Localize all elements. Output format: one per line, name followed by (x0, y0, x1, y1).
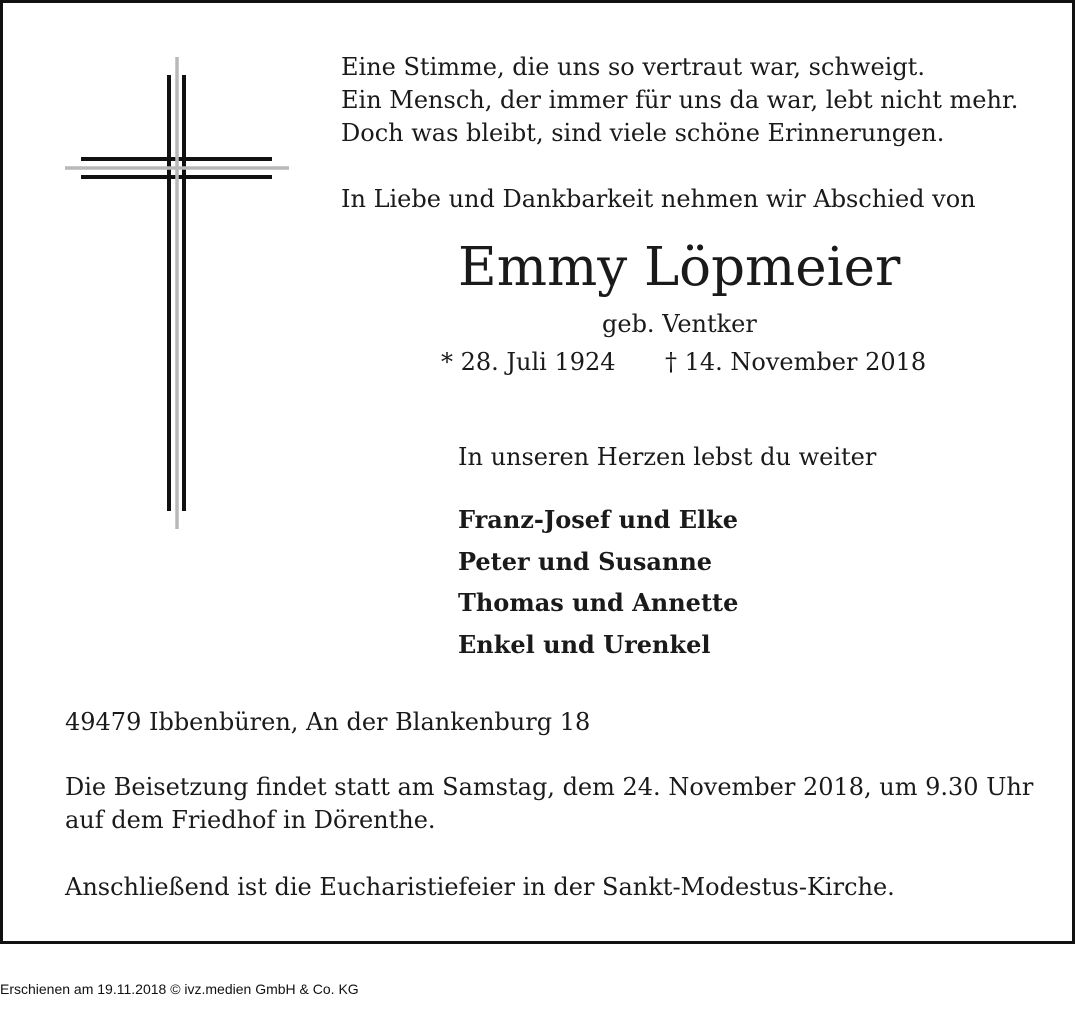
death-date: † 14. November 2018 (665, 348, 927, 376)
mass-information: Anschließend ist die Eucharistiefeier in der Sankt-Modestus-Kirche. (65, 873, 895, 901)
mourner-name: Enkel und Urenkel (458, 629, 711, 659)
funeral-line: auf dem Friedhof in Dörenthe. (65, 806, 436, 834)
mourner-name: Franz-Josef und Elke (458, 505, 739, 534)
birth-date: * 28. Juli 1924 (441, 348, 616, 376)
mourners-list (458, 499, 738, 665)
funeral-information (65, 771, 1033, 837)
verse-line: Eine Stimme, die uns so vertraut war, schweigt. (341, 53, 925, 81)
farewell-line: In Liebe und Dankbarkeit nehmen wir Abschied von (341, 185, 976, 213)
mourner-name: Thomas und Annette (458, 588, 739, 617)
christian-cross-icon (65, 57, 289, 529)
verse-line: Doch was bleibt, sind viele schöne Erinnerungen. (341, 119, 945, 147)
deceased-name: Emmy Löpmeier (458, 237, 901, 298)
publication-credit: Erschienen am 19.11.2018 © ivz.medien GmbH & Co. KG (0, 981, 359, 997)
mourning-address: 49479 Ibbenbüren, An der Blankenburg 18 (65, 708, 591, 736)
funeral-line: Die Beisetzung findet statt am Samstag, dem 24. November 2018, um 9.30 Uhr (65, 773, 1034, 801)
tribute-line: In unseren Herzen lebst du weiter (458, 443, 877, 471)
maiden-name: geb. Ventker (602, 310, 757, 338)
memorial-verse (341, 51, 1018, 150)
mourner-name: Peter und Susanne (458, 546, 713, 576)
verse-line: Ein Mensch, der immer für uns da war, lebt nicht mehr. (341, 86, 1019, 114)
